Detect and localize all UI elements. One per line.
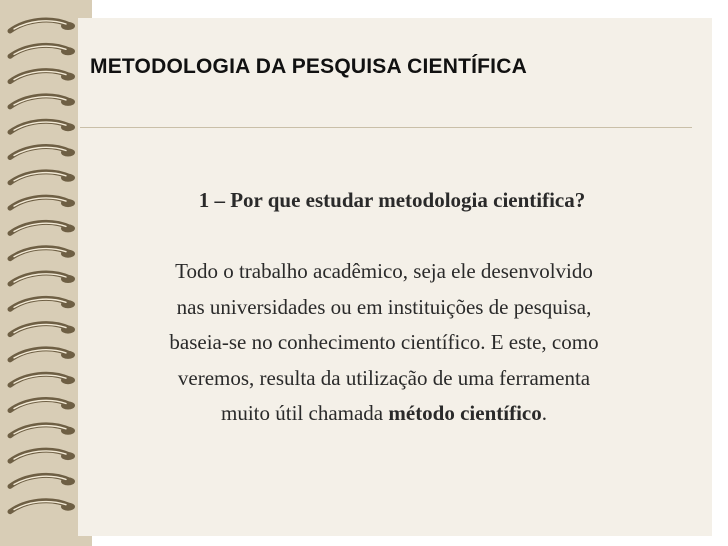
binding-ring — [10, 71, 75, 82]
binding-ring — [10, 96, 75, 107]
title-divider — [80, 127, 692, 128]
body-paragraph — [86, 254, 682, 432]
binding-ring — [10, 298, 75, 309]
binding-ring — [10, 475, 75, 486]
binding-ring — [10, 273, 75, 284]
binding-ring — [10, 501, 75, 512]
spiral-binding-icon — [0, 0, 100, 546]
binding-ring — [10, 450, 75, 461]
binding-ring — [10, 248, 75, 259]
binding-ring — [10, 20, 75, 31]
emphasis-term: método científico — [388, 401, 542, 425]
binding-ring — [10, 45, 75, 56]
binding-ring — [10, 147, 75, 158]
body-line — [86, 396, 682, 432]
binding-ring — [10, 425, 75, 436]
binding-ring — [10, 172, 75, 183]
body-line: Todo o trabalho acadêmico, seja ele desenvolvido — [175, 259, 593, 283]
body-line: nas universidades ou em instituições de pesquisa, — [176, 294, 592, 319]
binding-ring — [10, 349, 75, 360]
question-heading: 1 – Por que estudar metodologia cientifica? — [198, 188, 586, 212]
binding-ring — [10, 400, 75, 411]
binding-ring — [10, 222, 75, 233]
binding-ring — [10, 121, 75, 132]
slide-title: METODOLOGIA DA PESQUISA CIENTÍFICA — [90, 55, 527, 78]
body-line: veremos, resulta da utilização de uma ferramenta — [177, 365, 591, 390]
binding-ring — [10, 374, 75, 385]
body-text-fragment: . — [541, 401, 547, 425]
binding-ring — [10, 324, 75, 335]
binding-ring — [10, 197, 75, 208]
body-text-fragment: muito útil chamada — [221, 401, 384, 425]
body-line: baseia-se no conhecimento científico. E este, como — [169, 330, 599, 354]
